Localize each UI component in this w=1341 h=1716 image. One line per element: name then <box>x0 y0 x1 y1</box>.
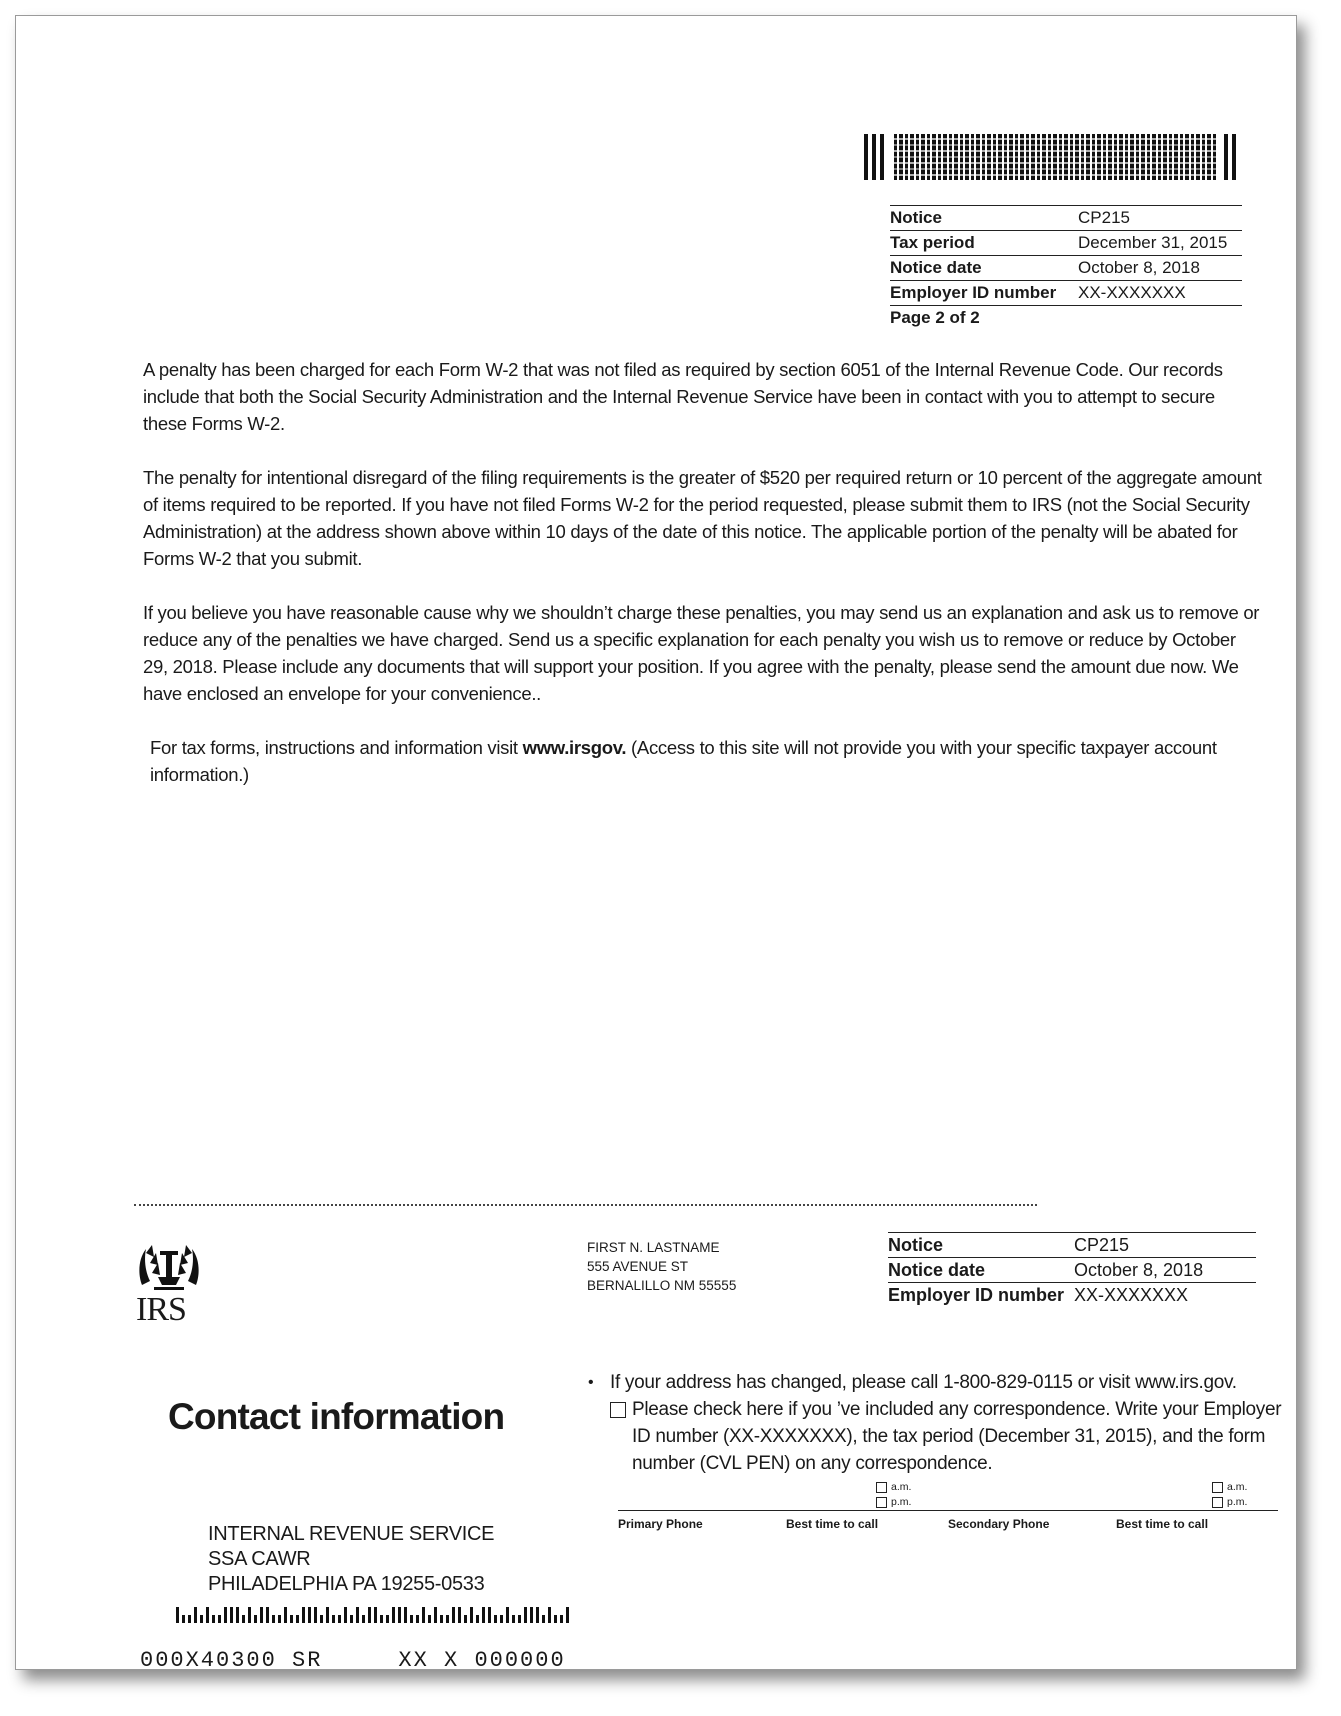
stub-label: Notice date <box>888 1259 986 1280</box>
postal-bar <box>278 1615 281 1623</box>
postal-bar <box>392 1607 395 1623</box>
am-label: a.m. <box>891 1481 912 1493</box>
header-label: Notice <box>890 208 942 227</box>
postal-bar <box>542 1615 545 1623</box>
postal-bar <box>290 1615 293 1623</box>
bullet-icon: • <box>588 1374 594 1391</box>
notice-body <box>143 356 1263 815</box>
correspondence-text: Please check here if you ’ve included any correspondence. Write your Employer ID number (XX-XXXXXXX), the tax period (December 31, 2015), and the form number (CVL PEN) on any correspondence. <box>632 1399 1282 1474</box>
postal-barcode <box>176 1607 572 1623</box>
best-time-label: Best time to call <box>1116 1517 1209 1531</box>
postal-bar <box>320 1615 323 1623</box>
address-change-text: If your address has changed, please call 1-800-829-0115 or visit www.irs.gov. <box>610 1372 1237 1393</box>
postal-bar <box>230 1607 233 1623</box>
irs-logo <box>136 1241 208 1327</box>
tear-line <box>134 1204 1037 1206</box>
postal-bar <box>560 1615 563 1623</box>
postal-bar <box>404 1607 407 1623</box>
header-label: Notice date <box>890 258 982 277</box>
irs-logo-text: IRS <box>136 1291 186 1328</box>
postal-bar <box>518 1615 521 1623</box>
postal-bar <box>194 1607 197 1623</box>
header-value: XX-XXXXXXX <box>1078 283 1186 302</box>
primary-am-checkbox[interactable] <box>876 1482 887 1493</box>
stub-value: October 8, 2018 <box>1074 1259 1204 1280</box>
postal-bar <box>482 1607 485 1623</box>
paragraph-penalty: A penalty has been charged for each Form W-2 that was not filed as required by section 6051 of the Internal Revenue Code. Our records include that both the Social Security Administration and the Internal Revenue Service have been in contact with you to attempt to secure these Forms W-2. <box>143 359 1223 434</box>
postal-bar <box>476 1615 479 1623</box>
secondary-pm-checkbox[interactable] <box>1212 1497 1223 1508</box>
primary-phone-label: Primary Phone <box>618 1517 703 1531</box>
primary-time-options <box>876 1480 911 1510</box>
postal-bar <box>374 1607 377 1623</box>
secondary-time-options <box>1212 1480 1247 1510</box>
postal-bar <box>458 1607 461 1623</box>
postal-bar <box>464 1615 467 1623</box>
postal-bar <box>176 1607 179 1623</box>
postal-bar <box>224 1607 227 1623</box>
stub-info-table <box>888 1232 1256 1307</box>
postal-bar <box>386 1615 389 1623</box>
postal-bar <box>188 1615 191 1623</box>
postal-bar <box>440 1615 443 1623</box>
postal-bar <box>206 1607 209 1623</box>
paragraph-reasonable-cause: If you believe you have reasonable cause why we shouldn’t charge these penalties, you may send us an explanation and ask us to remove or reduce any of the penalties we have charged. Send us a specific explanation for each penalty you wish us to remove or reduce by October 29, 2018. Please include any documents that will support your position. If you agree with the penalty, please send the amount due now. We have enclosed an envelope for your convenience.. <box>143 602 1260 704</box>
postal-bar <box>422 1607 425 1623</box>
postal-bar <box>380 1615 383 1623</box>
correspondence-line <box>588 1396 1288 1477</box>
postal-bar <box>350 1615 353 1623</box>
website-link[interactable]: www.irsgov. <box>522 737 627 758</box>
header-row-employer-id <box>890 280 1242 305</box>
postal-bar <box>296 1615 299 1623</box>
contact-information-title: Contact information <box>168 1396 505 1437</box>
pm-label: p.m. <box>1227 1496 1248 1508</box>
postal-bar <box>218 1615 221 1623</box>
stub-value: XX-XXXXXXX <box>1074 1284 1189 1305</box>
notice-page <box>15 15 1297 1673</box>
header-row-notice <box>890 205 1242 230</box>
postal-bar <box>512 1615 515 1623</box>
postal-bar <box>500 1615 503 1623</box>
postal-bar <box>548 1607 551 1623</box>
taxpayer-street: 555 AVENUE ST <box>587 1259 689 1274</box>
header-value: CP215 <box>1078 208 1130 227</box>
postal-bar <box>410 1615 413 1623</box>
header-row-page <box>890 305 1242 330</box>
postal-bar <box>566 1607 569 1623</box>
paragraph-website <box>143 734 1263 788</box>
postal-bar <box>506 1607 509 1623</box>
postal-bar <box>524 1607 527 1623</box>
postal-bar <box>554 1615 557 1623</box>
postal-bar <box>182 1615 185 1623</box>
postal-bar <box>308 1607 311 1623</box>
header-row-tax-period <box>890 230 1242 255</box>
postal-bar <box>356 1607 359 1623</box>
paragraph-disregard: The penalty for intentional disregard of the filing requirements is the greater of $520 per required return or 10 percent of the aggregate amount of items required to be reported. If you have not filed Forms W-2 for the period requested, please submit them to IRS (not the Social Security Administration) at the address shown above within 10 days of the date of this notice. The applicable portion of the penalty will be abated for Forms W-2 that you submit. <box>143 467 1262 569</box>
stub-row-notice-date <box>888 1257 1256 1282</box>
postal-bar <box>272 1615 275 1623</box>
correspondence-checkbox[interactable] <box>610 1402 626 1418</box>
irs-address-line: PHILADELPHIA PA 19255-0533 <box>208 1573 485 1595</box>
irs-mailing-address <box>208 1522 494 1597</box>
postal-bar <box>446 1615 449 1623</box>
postal-bar <box>236 1607 239 1623</box>
stub-label: Notice <box>888 1234 944 1255</box>
postal-bar <box>434 1607 437 1623</box>
barcode-2d <box>864 134 1240 180</box>
page-number: Page 2 of 2 <box>890 308 980 327</box>
secondary-phone-label: Secondary Phone <box>948 1517 1050 1531</box>
postal-bar <box>212 1615 215 1623</box>
postal-bar <box>494 1615 497 1623</box>
header-value: October 8, 2018 <box>1078 258 1200 277</box>
taxpayer-city: BERNALILLO NM 55555 <box>587 1278 737 1293</box>
taxpayer-address <box>587 1238 736 1295</box>
postal-bar <box>398 1607 401 1623</box>
stub-row-notice <box>888 1232 1256 1257</box>
postal-bar <box>344 1607 347 1623</box>
postal-bar <box>338 1615 341 1623</box>
pm-label: p.m. <box>891 1496 912 1508</box>
am-label: a.m. <box>1227 1481 1248 1493</box>
stub-row-employer-id <box>888 1282 1256 1307</box>
header-row-notice-date <box>890 255 1242 280</box>
header-value: December 31, 2015 <box>1078 233 1228 252</box>
postal-bar <box>314 1607 317 1623</box>
postal-bar <box>284 1607 287 1623</box>
header-label: Employer ID number <box>890 283 1057 302</box>
best-time-label: Best time to call <box>786 1517 879 1531</box>
header-label: Tax period <box>890 233 975 252</box>
postal-bar <box>470 1607 473 1623</box>
postal-bar <box>530 1607 533 1623</box>
taxpayer-name: FIRST N. LASTNAME <box>587 1240 720 1255</box>
postal-bar <box>368 1607 371 1623</box>
primary-pm-checkbox[interactable] <box>876 1497 887 1508</box>
postal-bar <box>362 1615 365 1623</box>
scanline: 000X40300 SR XX X 000000 <box>140 1648 566 1673</box>
postal-bar <box>452 1607 455 1623</box>
stub-value: CP215 <box>1074 1234 1130 1255</box>
secondary-am-checkbox[interactable] <box>1212 1482 1223 1493</box>
stub-label: Employer ID number <box>888 1284 1065 1305</box>
postal-bar <box>248 1607 251 1623</box>
irs-address-line: INTERNAL REVENUE SERVICE <box>208 1523 495 1545</box>
postal-bar <box>536 1607 539 1623</box>
postal-bar <box>254 1615 257 1623</box>
postal-bar <box>266 1607 269 1623</box>
postal-bar <box>428 1615 431 1623</box>
postal-bar <box>488 1607 491 1623</box>
postal-bar <box>416 1615 419 1623</box>
stub-instructions <box>588 1369 1288 1477</box>
address-change-line <box>588 1369 1288 1396</box>
irs-address-line: SSA CAWR <box>208 1548 311 1570</box>
postal-bar <box>326 1607 329 1623</box>
postal-bar <box>242 1615 245 1623</box>
postal-bar <box>332 1615 335 1623</box>
postal-bar <box>302 1607 305 1623</box>
website-prefix: For tax forms, instructions and information visit <box>150 737 523 758</box>
notice-header-table <box>890 205 1242 330</box>
postal-bar <box>260 1607 263 1623</box>
irs-eagle-icon <box>136 1241 202 1291</box>
website-suffix: (Access to this site will not provide you with your specific taxpayer account information.) <box>150 737 1217 785</box>
postal-bar <box>200 1615 203 1623</box>
phone-entry-line[interactable] <box>618 1510 1278 1511</box>
